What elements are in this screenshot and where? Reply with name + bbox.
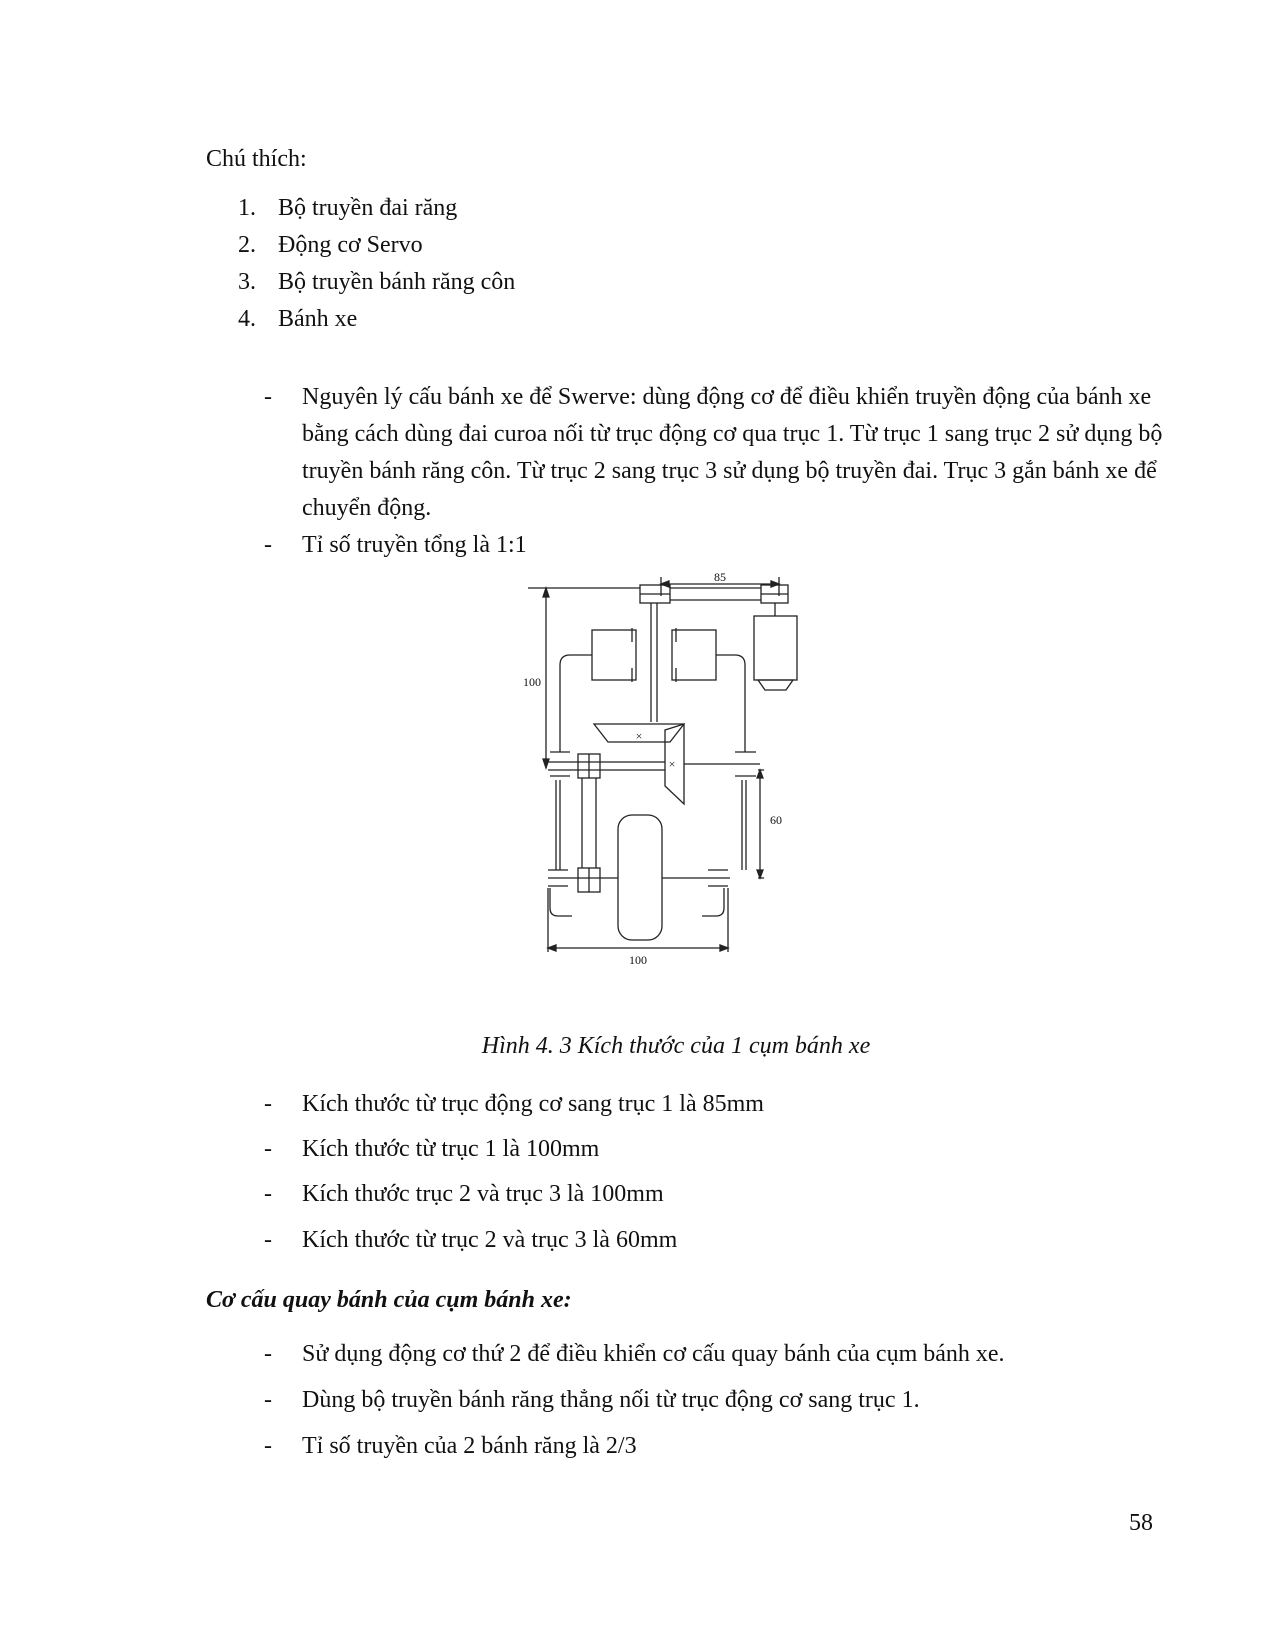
arrow-head bbox=[661, 581, 669, 587]
bullet-dash: - bbox=[264, 1341, 272, 1367]
legend-item-number: 2. bbox=[238, 232, 256, 258]
wheel bbox=[618, 815, 662, 940]
legend-item-number: 3. bbox=[238, 269, 256, 295]
frame-bottom-left bbox=[550, 888, 572, 916]
rotation-item bbox=[264, 1428, 1164, 1465]
arrow-head bbox=[543, 759, 549, 768]
bullet-dash: - bbox=[264, 1136, 272, 1162]
frame-bottom-right bbox=[702, 888, 724, 916]
bullet-dash: - bbox=[264, 1227, 272, 1253]
rotation-item bbox=[264, 1336, 1164, 1373]
bullet-dash: - bbox=[264, 532, 272, 558]
gear-mark-x: × bbox=[668, 757, 676, 771]
arrow-head bbox=[720, 945, 728, 951]
legend-item-text: Bộ truyền bánh răng côn bbox=[278, 269, 516, 295]
bullet-dash: - bbox=[264, 1433, 272, 1459]
legend-item-number: 4. bbox=[238, 306, 256, 332]
frame-left bbox=[560, 655, 592, 752]
arrow-head bbox=[543, 588, 549, 597]
arrow-head bbox=[548, 945, 556, 951]
dimension-text: Kích thước từ trục 1 là 100mm bbox=[302, 1136, 600, 1162]
motor-end-cap bbox=[758, 680, 793, 690]
bullet-dash: - bbox=[264, 1181, 272, 1207]
dim-label-right: 60 bbox=[770, 813, 782, 827]
servo-motor-body bbox=[754, 616, 797, 680]
dim-label-left: 100 bbox=[523, 675, 541, 689]
principle-text: Nguyên lý cấu bánh xe để Swerve: dùng động cơ để điều khiển truyền động của bánh xe bằng cách dùng đai curoa nối từ trục động cơ qua trục 1. Từ trục 1 sang trục 2 sử dụng bộ truyền bánh răng côn. Từ trục 2 sang trục 3 sử dụng bộ truyền đai. Trục 3 gắn bánh xe để chuyển động. bbox=[302, 384, 1163, 521]
bearing-left bbox=[592, 630, 636, 680]
legend-item-2 bbox=[238, 232, 423, 259]
dimension-item bbox=[264, 1131, 1164, 1168]
dimension-item bbox=[264, 1176, 1164, 1213]
dim-label-bottom: 100 bbox=[629, 953, 647, 967]
bullet-dash: - bbox=[264, 384, 272, 410]
dimension-text: Kích thước trục 2 và trục 3 là 100mm bbox=[302, 1181, 664, 1207]
dimension-text: Kích thước từ trục 2 và trục 3 là 60mm bbox=[302, 1227, 678, 1253]
legend-item-1 bbox=[238, 195, 457, 222]
legend-item-text: Động cơ Servo bbox=[278, 232, 423, 258]
ratio-line bbox=[264, 527, 1164, 564]
figure-caption: Hình 4. 3 Kích thước của 1 cụm bánh xe bbox=[481, 1033, 871, 1059]
rotation-item bbox=[264, 1382, 1164, 1419]
bearing-right bbox=[672, 630, 716, 680]
legend-item-number: 1. bbox=[238, 195, 256, 221]
legend-title: Chú thích: bbox=[206, 146, 307, 172]
wheel-assembly-figure bbox=[520, 570, 820, 1010]
rotation-text: Dùng bộ truyền bánh răng thẳng nối từ trục động cơ sang trục 1. bbox=[302, 1387, 920, 1413]
rotation-text: Sử dụng động cơ thứ 2 để điều khiển cơ cấu quay bánh của cụm bánh xe. bbox=[302, 1341, 1005, 1367]
frame-right bbox=[716, 655, 745, 752]
legend-item-3 bbox=[238, 269, 515, 296]
dimension-item bbox=[264, 1222, 1164, 1259]
legend-item-text: Bộ truyền đai răng bbox=[278, 195, 458, 221]
gear-mark-x: × bbox=[635, 729, 643, 743]
ratio-text: Tỉ số truyền tổng là 1:1 bbox=[302, 532, 527, 558]
arrow-head bbox=[771, 581, 779, 587]
arrow-head bbox=[757, 870, 763, 878]
legend-item-4 bbox=[238, 306, 357, 333]
dim-label-top: 85 bbox=[714, 570, 726, 584]
page-number: 58 bbox=[1129, 1510, 1153, 1536]
section-heading: Cơ cấu quay bánh của cụm bánh xe: bbox=[206, 1287, 572, 1313]
bullet-dash: - bbox=[264, 1091, 272, 1117]
legend-item-text: Bánh xe bbox=[278, 306, 358, 332]
arrow-head bbox=[757, 770, 763, 778]
dimension-text: Kích thước từ trục động cơ sang trục 1 là 85mm bbox=[302, 1091, 764, 1117]
principle-paragraph bbox=[264, 379, 1164, 527]
rotation-text: Tỉ số truyền của 2 bánh răng là 2/3 bbox=[302, 1433, 637, 1459]
bullet-dash: - bbox=[264, 1387, 272, 1413]
dimension-item bbox=[264, 1086, 1164, 1123]
